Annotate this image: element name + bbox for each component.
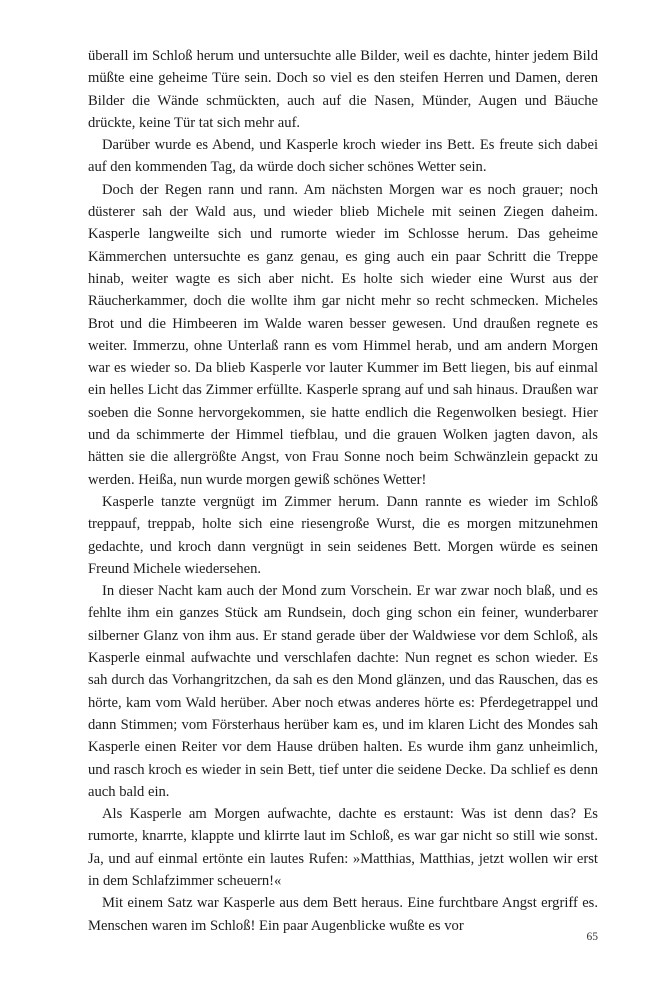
paragraph-1: überall im Schloß herum und untersuchte alle Bilder, weil es dachte, hinter jedem Bild müßte eine geheime Türe sein. Doch so viel es den steifen Herren und Damen, deren Bilder die Wände schmückten, auch auf die Nasen, Münder, Augen und Bäuche drückte, keine Tür tat sich mehr auf. [88,48,598,131]
paragraph-4: Kasperle tanzte vergnügt im Zimmer herum. Dann rannte es wieder im Schloß treppauf, treppab, holte sich eine riesengroße Wurst, die es morgen mitzunehmen gedachte, und kroch dann vergnügt in sein seidenes Bett. Morgen würde es seinen Freund Michele wiedersehen. [88,493,598,577]
book-page-text [88,45,598,937]
paragraph-7: Mit einem Satz war Kasperle aus dem Bett heraus. Eine furchtbare Angst ergriff es. Menschen waren im Schloß! Ein paar Augenblicke wußte es vor [88,895,598,934]
paragraph-5: In dieser Nacht kam auch der Mond zum Vorschein. Er war zwar noch blaß, und es fehlte ihm ein ganzes Stück am Rundsein, doch ging schon ein feiner, wunderbarer silberner Glanz von ihm aus. Er stand gerade über der Waldwiese vor dem Schloß, als Kasperle einmal aufwachte und verschlafen dachte: Nun regnet es schon wieder. Es sah durch das Vorhangritzchen, da sah es den Mond glänzen, und das Rauschen, das es hörte, kam vom Wald herüber. Aber noch etwas anderes hörte es: Pferdegetrappel und dann Stimmen; vom Försterhaus herüber kam es, und im klaren Licht des Mondes sah Kasperle einen Reiter vor dem Hause drüben halten. Es wurde ihm ganz unheimlich, und rasch kroch es wieder in sein Bett, tief unter die seidene Decke. Da schlief es denn auch bald ein. [88,583,598,800]
paragraph-6: Als Kasperle am Morgen aufwachte, dachte es erstaunt: Was ist denn das? Es rumorte, knarrte, klappte und klirrte laut im Schloß, es war gar nicht so still wie sonst. Ja, und auf einmal ertönte ein lautes Rufen: »Matthias, Matthias, jetzt wollen wir erst in dem Schlafzimmer scheuern!« [88,806,598,889]
page-number: 65 [586,931,598,943]
paragraph-3: Doch der Regen rann und rann. Am nächsten Morgen war es noch grauer; noch düsterer sah der Wald aus, und wieder blieb Michele mit seinen Ziegen daheim. Kasperle langweilte sich und rumorte wieder im Schlosse herum. Das geheime Kämmerchen untersuchte es ganz genau, es ging auch ein paar Schritt die Treppe hinab, weiter wagte es sich aber nicht. Es holte sich wieder eine Wurst aus der Räucherkammer, doch die wollte ihm gar nicht mehr so recht schmecken. Micheles Brot und die Himbeeren im Walde waren besser gewesen. Und draußen regnete es weiter. Immerzu, ohne Unterlaß rann es vom Himmel herab, und am andern Morgen war es wieder so. Da blieb Kasperle vor lauter Kummer im Bett liegen, bis auf einmal ein helles Licht das Zimmer erfüllte. Kasperle sprang auf und sah hinaus. Draußen war soeben die Sonne hervorgekommen, sie hatte endlich die Regenwolken besiegt. Hier und da schimmerte der Himmel tiefblau, und die grauen Wolken jagten davon, als hätten sie die allergrößte Angst, von Frau Sonne noch beim Schwänzlein gepackt zu werden. Heißa, nun wurde morgen gewiß schönes Wetter! [88,181,598,488]
paragraph-2: Darüber wurde es Abend, und Kasperle kroch wieder ins Bett. Es freute sich dabei auf den kommenden Tag, da würde doch sicher schönes Wetter sein. [88,137,598,176]
